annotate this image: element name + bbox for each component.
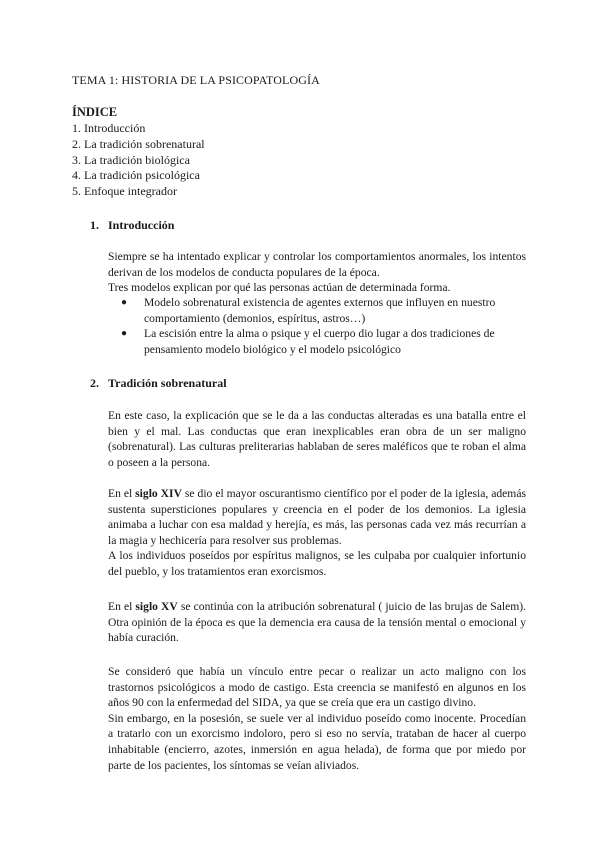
paragraph (108, 408, 526, 470)
bullet-text: La escisión entre la alma o psique y el cuerpo dio lugar a dos tradiciones de pensamiento modelo biológico y el modelo psicológico (144, 327, 495, 356)
bullet-list (108, 295, 526, 357)
paragraph-text: Siempre se ha intentado explicar y controlar los comportamientos anormales, los intentos derivan de los modelos de conducta populares de la época. (108, 250, 526, 279)
bullet-item (108, 295, 526, 326)
index-item: 2. La tradición sobrenatural (72, 136, 205, 151)
index-heading: ÍNDICE (72, 105, 118, 119)
bullet-text: Modelo sobrenatural existencia de agentes externos que influyen en nuestro comportamiento (demonios, espíritus, astros…) (144, 296, 496, 325)
paragraph (108, 249, 526, 296)
section-number: 2. (90, 376, 99, 390)
bullet-icon: ● (121, 297, 128, 308)
paragraph-text: Se consideró que había un vínculo entre pecar o realizar un acto maligno con los trastornos psicológicos a modo de castigo. Esta creencia se manifestó en algunos en los años 90 con la enfermedad del SIDA, ya que se creía que era un castigo divino. (108, 665, 526, 710)
index-item: 3. La tradición biológica (72, 152, 190, 167)
emphasis: siglo XIV (135, 487, 182, 500)
paragraph-text: se dio el mayor oscurantismo científico por el poder de la iglesia, además sustenta supersticiones populares y creencia en el poder de los demonios. La iglesia animaba a luchar con esa maldad y herejía, es más, las personas cada vez más recurrían a la magia y hechicería para resolver sus problemas. (108, 487, 526, 547)
section-number: 1. (90, 218, 99, 232)
section-title: Introducción (108, 218, 175, 232)
paragraph-text: se continúa con la atribución sobrenatural ( juicio de las brujas de Salem). Otra opinión de la época es que la demencia era causa de la tensión mental o emocional y había curación. (108, 600, 526, 645)
paragraph-text: Sin embargo, en la posesión, se suele ver al individuo poseído como inocente. Procedían a tratarlo con un exorcismo indoloro, pero si eso no servía, trataban de hacer al cuerpo inhabitable (encierro, azotes, inmersión en agua helada), de forma que por miedo por parte de los pacientes, los síntomas se veían aliviados. (108, 711, 526, 772)
paragraph-prefix: En el (108, 487, 136, 500)
paragraph (108, 486, 526, 580)
paragraph-text: En este caso, la explicación que se le da a las conductas alteradas es una batalla entre el bien y el mal. Las conductas que eran inexplicables eran obra de un ser maligno (sobrenatural). Las culturas preliterarias hablaban de seres maléficos que te roban el alma o poseen a la persona. (108, 409, 526, 469)
section-heading-introduccion (90, 218, 174, 233)
document-title: TEMA 1: HISTORIA DE LA PSICOPATOLOGÍA (72, 73, 320, 87)
bullet-item (108, 326, 526, 357)
index-item: 5. Enfoque integrador (72, 184, 177, 199)
paragraph-prefix: En el (108, 600, 136, 613)
bullet-icon: ● (121, 328, 128, 340)
section-heading-tradicion-sobrenatural (90, 376, 227, 391)
index-list (72, 121, 205, 200)
paragraph-text: Tres modelos explican por qué las personas actúan de determinada forma. (108, 281, 451, 295)
section-title: Tradición sobrenatural (108, 376, 227, 390)
index-item: 1. Introducción (72, 121, 146, 135)
index-item: 4. La tradición psicológica (72, 168, 200, 183)
paragraph (108, 664, 526, 773)
paragraph-text: A los individuos poseídos por espíritus malignos, se les culpaba por cualquier infortunio del pueblo, y los tratamientos eran exorcismos. (108, 549, 526, 578)
emphasis: siglo XV (135, 600, 178, 613)
paragraph (108, 599, 526, 646)
